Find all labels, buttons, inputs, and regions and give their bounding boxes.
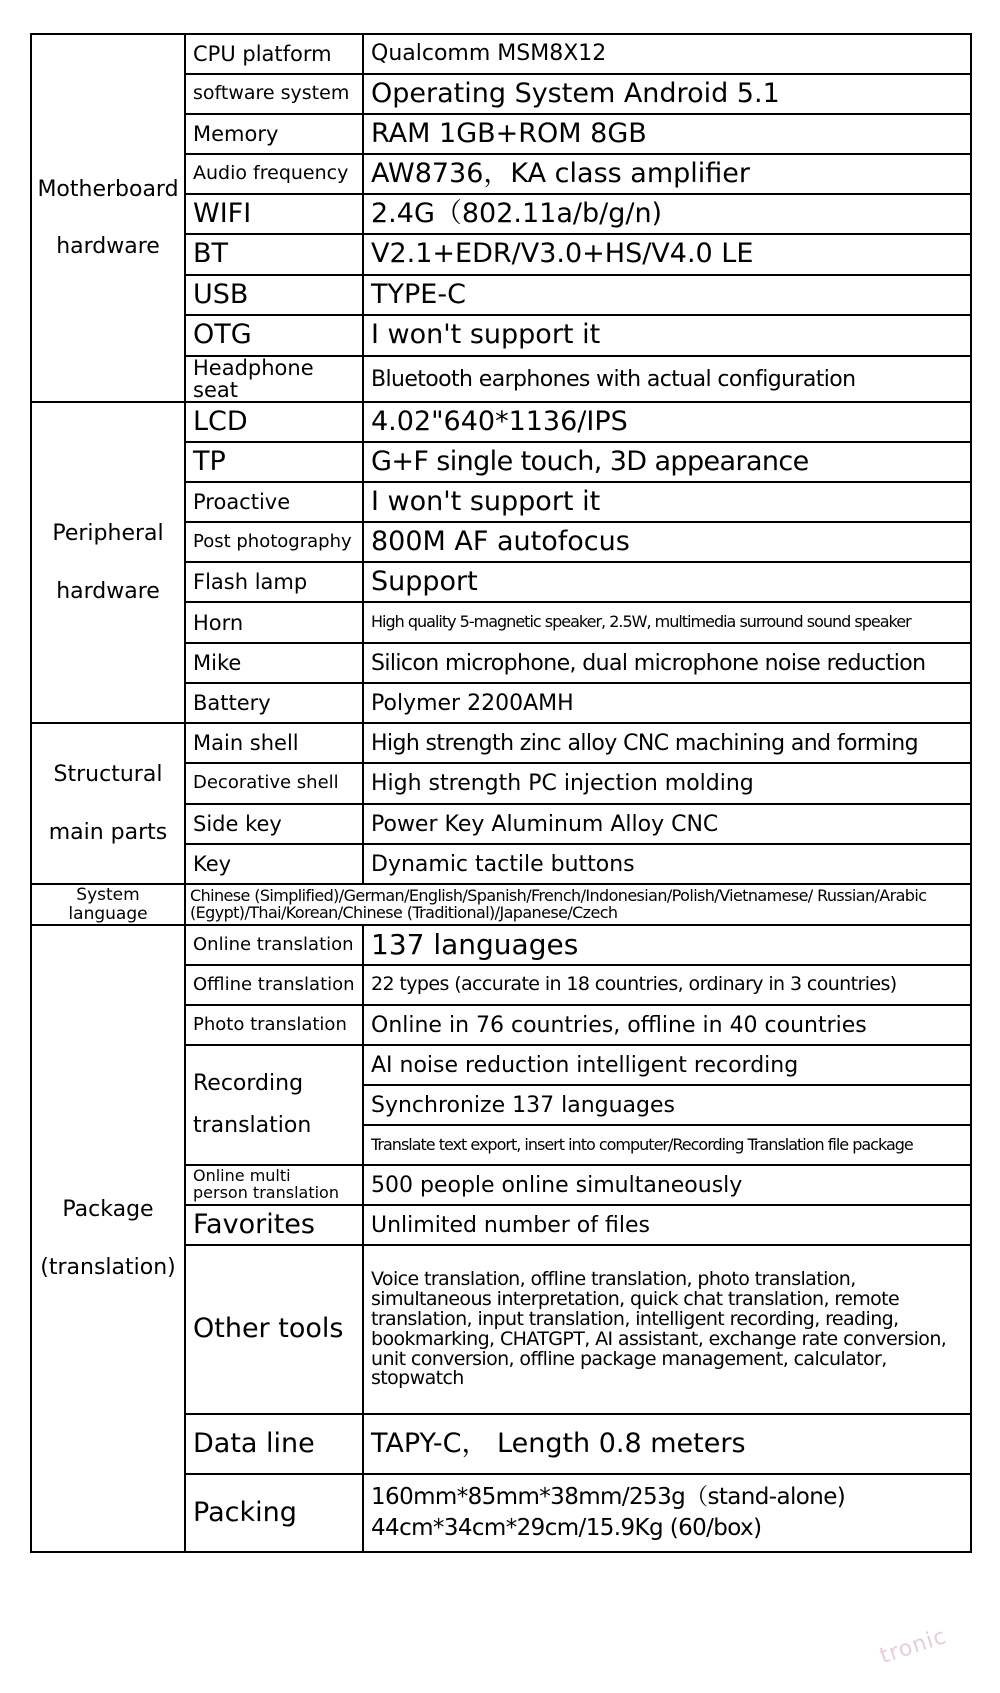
value-memory: RAM 1GB+ROM 8GB (363, 114, 971, 154)
table-row (31, 402, 971, 442)
label-software: software system (185, 74, 363, 114)
value-multi-person: 500 people online simultaneously (363, 1165, 971, 1205)
label-multi-person: Online multi person translation (185, 1165, 363, 1205)
label-post-photo: Post photography (185, 522, 363, 562)
label-deco-shell: Decorative shell (185, 763, 363, 804)
label-memory: Memory (185, 114, 363, 154)
section-peripheral: Peripheral hardware (31, 402, 185, 723)
label-wifi: WIFI (185, 194, 363, 234)
label-usb: USB (185, 275, 363, 315)
label-other-tools: Other tools (185, 1245, 363, 1414)
value-proactive: I won't support it (363, 482, 971, 522)
watermark-logo: tronic (877, 1623, 951, 1670)
label-side-key: Side key (185, 804, 363, 844)
value-data-line: TAPY-C， Length 0.8 meters (363, 1414, 971, 1474)
label-tp: TP (185, 442, 363, 482)
value-software: Operating System Android 5.1 (363, 74, 971, 114)
value-side-key: Power Key Aluminum Alloy CNC (363, 804, 971, 844)
section-system-language: System language (31, 884, 185, 925)
value-online-tr: 137 languages (363, 925, 971, 965)
value-audio: AW8736，KA class amplifier (363, 154, 971, 194)
section-motherboard: Motherboard hardware (31, 34, 185, 402)
label-online-tr: Online translation (185, 925, 363, 965)
value-key: Dynamic tactile buttons (363, 844, 971, 884)
label-battery: Battery (185, 683, 363, 723)
value-headphone: Bluetooth earphones with actual configuration (363, 356, 971, 402)
table-row (31, 723, 971, 763)
value-offline-tr: 22 types (accurate in 18 countries, ordinary in 3 countries) (363, 965, 971, 1005)
value-wifi: 2.4G（802.11a/b/g/n) (363, 194, 971, 234)
label-audio: Audio frequency (185, 154, 363, 194)
table-row (31, 34, 971, 74)
value-packing: 160mm*85mm*38mm/253g（stand-alone) 44cm*34cm*29cm/15.9Kg (60/box) (363, 1474, 971, 1552)
label-key: Key (185, 844, 363, 884)
value-otg: I won't support it (363, 315, 971, 356)
value-cpu: Qualcomm MSM8X12 (363, 34, 971, 74)
value-deco-shell: High strength PC injection molding (363, 763, 971, 804)
label-lcd: LCD (185, 402, 363, 442)
label-packing: Packing (185, 1474, 363, 1552)
table-row (31, 925, 971, 965)
label-mike: Mike (185, 643, 363, 683)
label-cpu: CPU platform (185, 34, 363, 74)
value-usb: TYPE-C (363, 275, 971, 315)
value-lcd: 4.02"640*1136/IPS (363, 402, 971, 442)
spec-table (30, 33, 972, 1553)
value-bt: V2.1+EDR/V3.0+HS/V4.0 LE (363, 234, 971, 275)
value-recording-1: AI noise reduction intelligent recording (363, 1045, 971, 1085)
value-recording-2: Synchronize 137 languages (363, 1085, 971, 1125)
label-otg: OTG (185, 315, 363, 356)
value-other-tools: Voice translation, offline translation, photo translation, simultaneous interpretation, quick chat translation, remote translation, input translation, intelligent recording, reading, bookmarking, CHATGPT, AI assistant, exchange rate conversion, unit conversion, offline package management, calculator, stopwatch (363, 1245, 971, 1414)
value-flash: Support (363, 562, 971, 602)
label-photo-tr: Photo translation (185, 1005, 363, 1045)
value-battery: Polymer 2200AMH (363, 683, 971, 723)
label-data-line: Data line (185, 1414, 363, 1474)
label-main-shell: Main shell (185, 723, 363, 763)
value-languages: Chinese (Simplified)/German/English/Spanish/French/Indonesian/Polish/Vietnamese/ Russian/Arabic (Egypt)/Thai/Korean/Chinese (Traditional)/Japanese/Czech (185, 884, 971, 925)
label-horn: Horn (185, 602, 363, 643)
section-package: Package (translation) (31, 925, 185, 1552)
value-tp: G+F single touch, 3D appearance (363, 442, 971, 482)
label-offline-tr: Offline translation (185, 965, 363, 1005)
label-bt: BT (185, 234, 363, 275)
table-row (31, 884, 971, 925)
label-headphone: Headphone seat (185, 356, 363, 402)
value-main-shell: High strength zinc alloy CNC machining and forming (363, 723, 971, 763)
label-proactive: Proactive (185, 482, 363, 522)
value-photo-tr: Online in 76 countries, offline in 40 countries (363, 1005, 971, 1045)
label-recording: Recording translation (185, 1045, 363, 1165)
value-recording-3: Translate text export, insert into computer/Recording Translation file package (363, 1125, 971, 1165)
value-horn: High quality 5-magnetic speaker, 2.5W, multimedia surround sound speaker (363, 602, 971, 643)
value-post-photo: 800M AF autofocus (363, 522, 971, 562)
label-favorites: Favorites (185, 1205, 363, 1245)
section-structural: Structural main parts (31, 723, 185, 884)
label-flash: Flash lamp (185, 562, 363, 602)
value-favorites: Unlimited number of files (363, 1205, 971, 1245)
value-mike: Silicon microphone, dual microphone noise reduction (363, 643, 971, 683)
